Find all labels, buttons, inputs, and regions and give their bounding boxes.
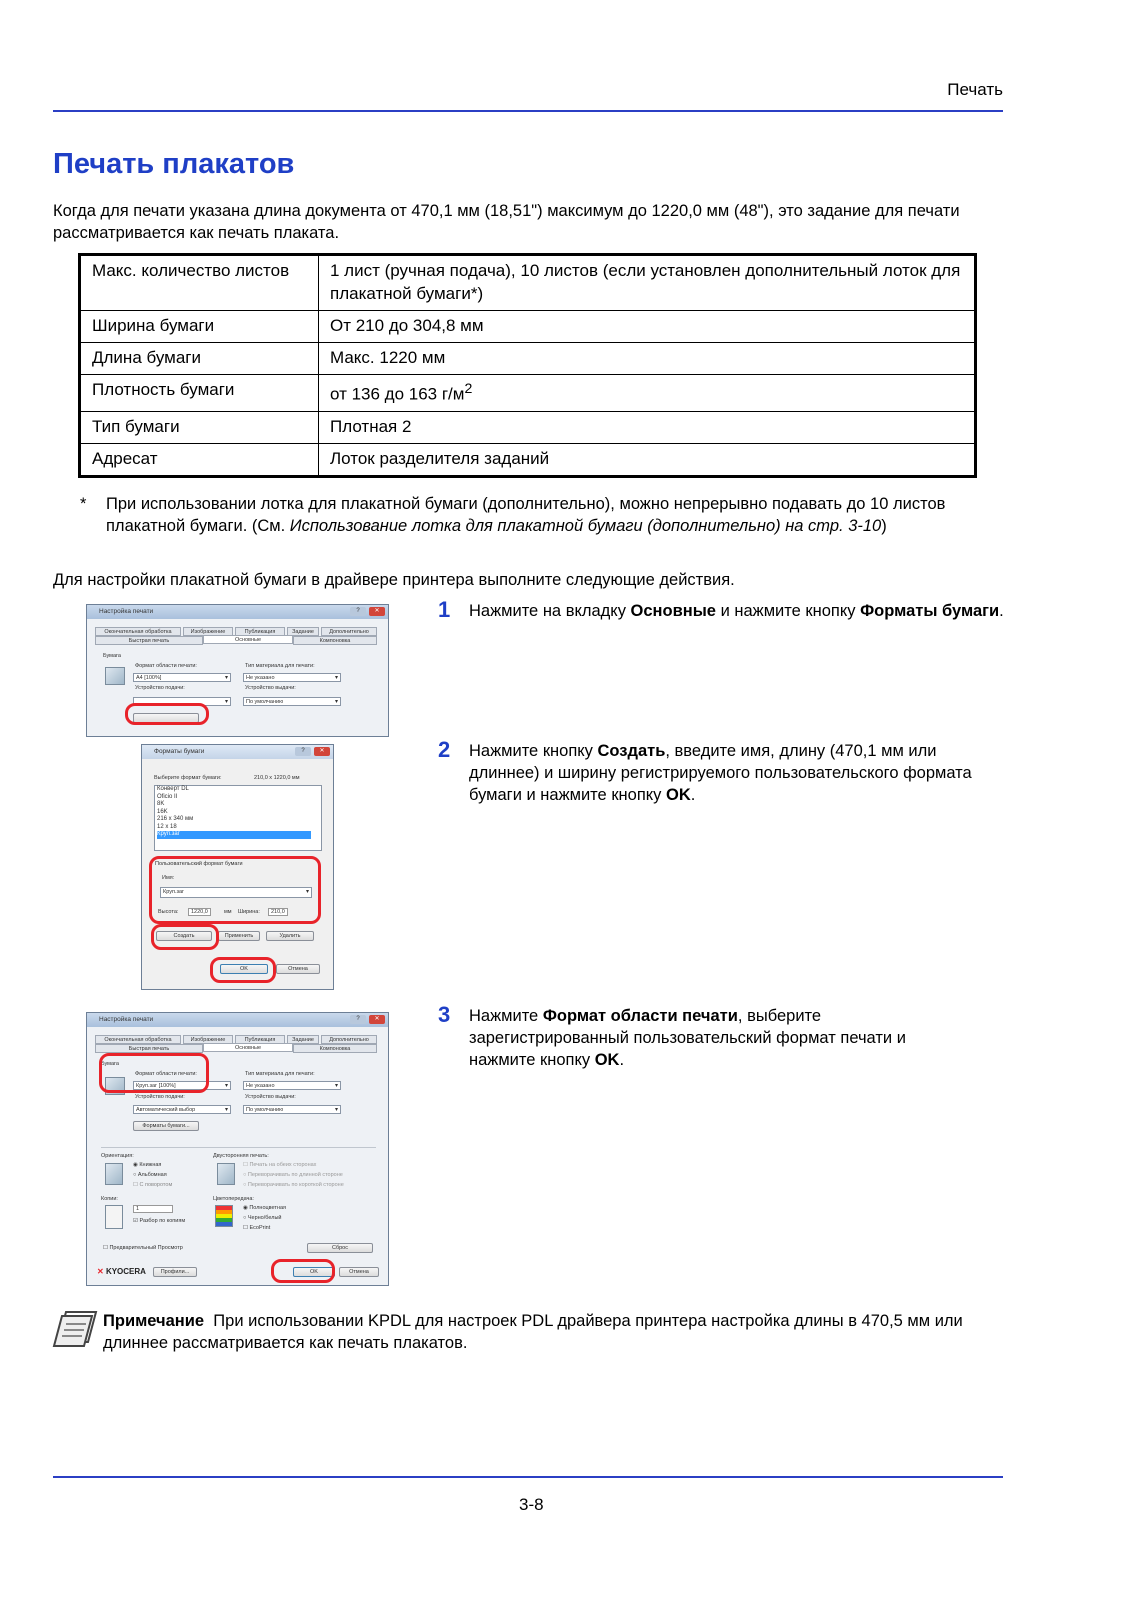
checkbox-preview: ☐ Предварительный Просмотр: [103, 1245, 183, 1251]
field-label: Формат области печати:: [135, 1071, 197, 1077]
ui-term: Основные: [630, 602, 716, 620]
radio-label: Черно/белый: [247, 1215, 282, 1221]
field-label: Выберите формат бумаги:: [154, 775, 222, 781]
row-value: От 210 до 304,8 мм: [319, 311, 976, 343]
list-item-selected: Круп.заг: [157, 831, 311, 839]
checkbox-ecoprint: ☐ EcoPrint: [243, 1225, 271, 1231]
color-icon: [215, 1205, 233, 1227]
height-input: 1220,0: [188, 908, 211, 916]
tab: Публикация: [235, 627, 285, 636]
help-icon: ?: [350, 607, 366, 616]
field-label: Устройство выдачи:: [245, 685, 296, 691]
checkbox-label: С поворотом: [139, 1182, 173, 1188]
step-3-text: [469, 1005, 969, 1071]
cancel-button: Отмена: [276, 964, 320, 974]
text: Нажмите кнопку: [469, 742, 598, 760]
radio-landscape: ○ Альбомная: [133, 1172, 167, 1178]
row-label: Ширина бумаги: [80, 311, 319, 343]
row-value: [319, 375, 976, 412]
list-item: Oficio II: [157, 793, 178, 800]
group-label: Бумага: [103, 653, 121, 659]
print-size-select: Круп.заг [100%] ▾: [133, 1081, 231, 1090]
row-label: Плотность бумаги: [80, 375, 319, 412]
media-select: Не указано ▾: [243, 1081, 341, 1090]
tab: Дополнительно: [321, 1035, 377, 1044]
table-row: [80, 411, 976, 443]
footnote-reference[interactable]: Использование лотка для плакатной бумаги (дополнительно) на стр. 3-10: [289, 517, 882, 535]
ok-button: OK: [220, 964, 268, 974]
field-label: Устройство подачи:: [135, 685, 185, 691]
paper-icon: [105, 667, 125, 685]
running-header: Печать: [947, 80, 1003, 99]
header-rule: [53, 110, 1003, 112]
footnote-text: При использовании лотка для плакатной бумаги (дополнительно), можно непрерывно подавать до 10 листов плакатной бумаги. (См.: [106, 495, 946, 535]
tab: Публикация: [235, 1035, 285, 1044]
tab: Дополнительно: [321, 627, 377, 636]
text: .: [999, 602, 1004, 620]
step-2-text: [469, 740, 1004, 806]
tab: Изображение: [183, 627, 233, 636]
row-value: Плотная 2: [319, 411, 976, 443]
checkbox-label: Предварительный Просмотр: [109, 1245, 183, 1251]
dialog-titlebar: Форматы бумаги: [142, 745, 333, 759]
ui-term: Форматы бумаги: [860, 602, 1000, 620]
group-label: Цветопередача:: [213, 1196, 254, 1202]
text: .: [690, 786, 696, 804]
paper-size-list: [154, 785, 322, 851]
page-number: 3-8: [519, 1495, 544, 1514]
profiles-button: Профили...: [153, 1267, 197, 1277]
divider: [101, 1147, 376, 1148]
highlight-ring: [125, 703, 209, 725]
footnote: [106, 493, 976, 537]
driver-window-screenshot-1: [86, 604, 389, 737]
group-label: Пользовательский формат бумаги: [155, 861, 243, 867]
radio-label: Переворачивать по длинной стороне: [247, 1172, 343, 1178]
note-icon: [52, 1306, 98, 1350]
field-label: Устройство выдачи:: [245, 1094, 296, 1100]
footnote-mark: *: [80, 495, 87, 513]
paper-sizes-button: Форматы бумаги...: [133, 1121, 199, 1131]
field-label: Тип материала для печати:: [245, 663, 315, 669]
kyocera-logo: ✕ KYOCERA: [97, 1267, 146, 1276]
checkbox-label: Печать на обеих сторонах: [249, 1162, 317, 1168]
close-icon: ✕: [314, 747, 330, 756]
step-number: 3: [438, 1002, 451, 1027]
field-label: Тип материала для печати:: [245, 1071, 315, 1077]
table-row: [80, 255, 976, 311]
ui-term: Создать: [597, 742, 666, 760]
row-value: 1 лист (ручная подача), 10 листов (если установлен дополнительный лоток для плакатной бумаги*): [319, 255, 976, 311]
row-label: Длина бумаги: [80, 343, 319, 375]
lead-paragraph: Для настройки плакатной бумаги в драйвере принтера выполните следующие действия.: [53, 571, 735, 589]
close-icon: ✕: [369, 607, 385, 616]
driver-window-screenshot-3: [86, 1012, 389, 1286]
paper-sizes-dialog-screenshot: [141, 744, 334, 990]
poster-spec-table: [78, 253, 977, 478]
tab: Задание: [287, 627, 319, 636]
checkbox-rotated: ☐ С поворотом: [133, 1182, 173, 1188]
tab: Компоновка: [293, 636, 377, 645]
highlight-ring: [99, 1053, 209, 1093]
tab: Окончательная обработка: [95, 1035, 181, 1044]
orientation-icon: [105, 1163, 123, 1185]
tab: Быстрая печать: [95, 636, 203, 645]
help-icon: ?: [350, 1015, 366, 1024]
note-label: Примечание: [103, 1312, 205, 1330]
checkbox-label: Разбор по копиям: [139, 1218, 186, 1224]
page-title: Печать плакатов: [53, 148, 295, 180]
unit-superscript: 2: [464, 381, 473, 397]
output-select: По умолчанию ▾: [243, 697, 341, 706]
close-icon: ✕: [369, 1015, 385, 1024]
density-value: от 136 до 163 г/м: [330, 384, 465, 404]
name-value: Круп.заг: [163, 889, 185, 895]
checkbox-label: EcoPrint: [249, 1225, 271, 1231]
tab: Задание: [287, 1035, 319, 1044]
tab: Окончательная обработка: [95, 627, 181, 636]
row-value: Макс. 1220 мм: [319, 343, 976, 375]
step-1-text: [469, 600, 1004, 622]
tab-basic: Основные: [203, 1043, 293, 1052]
tab: Компоновка: [293, 1044, 377, 1053]
row-label: Тип бумаги: [80, 411, 319, 443]
field-label: Высота:: [158, 909, 179, 915]
table-row: [80, 375, 976, 412]
radio-label: Переворачивать по короткой стороне: [247, 1182, 344, 1188]
reset-button: Сброс: [307, 1243, 373, 1253]
row-label: Адресат: [80, 443, 319, 476]
print-size-select: A4 [100%] ▾: [133, 673, 231, 682]
list-item: Конверт DL: [157, 786, 189, 792]
note-text: При использовании KPDL для настроек PDL драйвера принтера настройка длины в 470,5 мм или длиннее рассматривается как печать плакатов.: [103, 1312, 963, 1352]
radio-bw: ○ Черно/белый: [243, 1215, 282, 1221]
selected-size: 210,0 x 1220,0 мм: [254, 775, 300, 781]
footnote-text: ): [881, 517, 887, 535]
copies-icon: [105, 1205, 123, 1229]
group-label: Двусторонняя печать:: [213, 1153, 269, 1159]
field-label: Имя:: [162, 875, 175, 881]
table-row: [80, 343, 976, 375]
table-row: [80, 443, 976, 476]
ok-button: OK: [293, 1267, 335, 1277]
logo-text: KYOCERA: [105, 1267, 146, 1276]
copies-input: 1: [133, 1205, 173, 1213]
list-item: 16K: [157, 808, 168, 815]
list-item: 8K: [157, 801, 165, 807]
ui-term: OK: [594, 1051, 620, 1069]
width-input: 210,0: [268, 908, 288, 916]
ui-term: OK: [666, 786, 691, 804]
delete-button: Удалить: [266, 931, 314, 941]
footer-rule: [53, 1476, 1003, 1478]
cancel-button: Отмена: [339, 1267, 379, 1277]
media-select: Не указано ▾: [243, 673, 341, 682]
radio-label: Полноцветная: [249, 1205, 287, 1211]
text: и нажмите кнопку: [715, 602, 861, 620]
highlight-ring: [271, 1259, 335, 1283]
text: .: [619, 1051, 625, 1069]
highlight-ring: [149, 856, 321, 924]
text: Нажмите на вкладку: [469, 602, 631, 620]
step-number: 2: [438, 737, 451, 762]
checkbox-collate: ☑ Разбор по копиям: [133, 1218, 186, 1224]
create-button: Создать: [156, 931, 212, 941]
apply-button: Применить: [218, 931, 260, 941]
field-label: Формат области печати:: [135, 663, 197, 669]
text: , введите имя, длину (470,1 мм или длиннее) и ширину регистрируемого пользовательского формата бумаги и нажмите кнопку: [469, 742, 972, 804]
checkbox-duplex: ☐ Печать на обеих сторонах: [243, 1162, 317, 1168]
window-titlebar: Настройка печати: [87, 1013, 388, 1027]
radio-long-edge: ○ Переворачивать по длинной стороне: [243, 1172, 343, 1178]
unit-label: мм: [224, 909, 232, 915]
table-row: [80, 311, 976, 343]
group-label: Бумага: [101, 1061, 119, 1067]
radio-full-color: ◉ Полноцветная: [243, 1205, 287, 1211]
step-number: 1: [438, 597, 451, 622]
ui-term: Формат области печати: [542, 1007, 738, 1025]
radio-label: Книжная: [139, 1162, 162, 1168]
list-item: 216 x 340 мм: [157, 816, 194, 822]
highlight-ring: [210, 957, 276, 983]
row-label: Макс. количество листов: [80, 255, 319, 311]
window-titlebar: Настройка печати: [87, 605, 388, 619]
radio-label: Альбомная: [137, 1172, 167, 1178]
field-label: Устройство подачи:: [135, 1094, 185, 1100]
highlight-ring: [151, 924, 219, 950]
tab: Изображение: [183, 1035, 233, 1044]
tab-basic: Основные: [203, 635, 293, 644]
source-select: Автоматический выбор ▾: [133, 1105, 231, 1114]
row-value: Лоток разделителя заданий: [319, 443, 976, 476]
list-item: 12 x 18: [157, 823, 177, 830]
duplex-icon: [217, 1163, 235, 1185]
help-icon: ?: [295, 747, 311, 756]
output-select: По умолчанию ▾: [243, 1105, 341, 1114]
tab: Быстрая печать: [95, 1044, 203, 1053]
note: [103, 1310, 1003, 1354]
intro-paragraph: Когда для печати указана длина документа от 470,1 мм (18,51") максимум до 1220,0 мм (48"), это задание для печати рассматривается как печать плаката.: [53, 202, 960, 242]
group-label: Копии:: [101, 1196, 118, 1202]
text: , выберите зарегистрированный пользовательский формат печати и нажмите кнопку: [469, 1007, 906, 1069]
text: Нажмите: [469, 1007, 543, 1025]
field-label: Ширина:: [238, 909, 260, 915]
radio-portrait: ◉ Книжная: [133, 1162, 162, 1168]
radio-short-edge: ○ Переворачивать по короткой стороне: [243, 1182, 344, 1188]
group-label: Ориентация:: [101, 1153, 134, 1159]
